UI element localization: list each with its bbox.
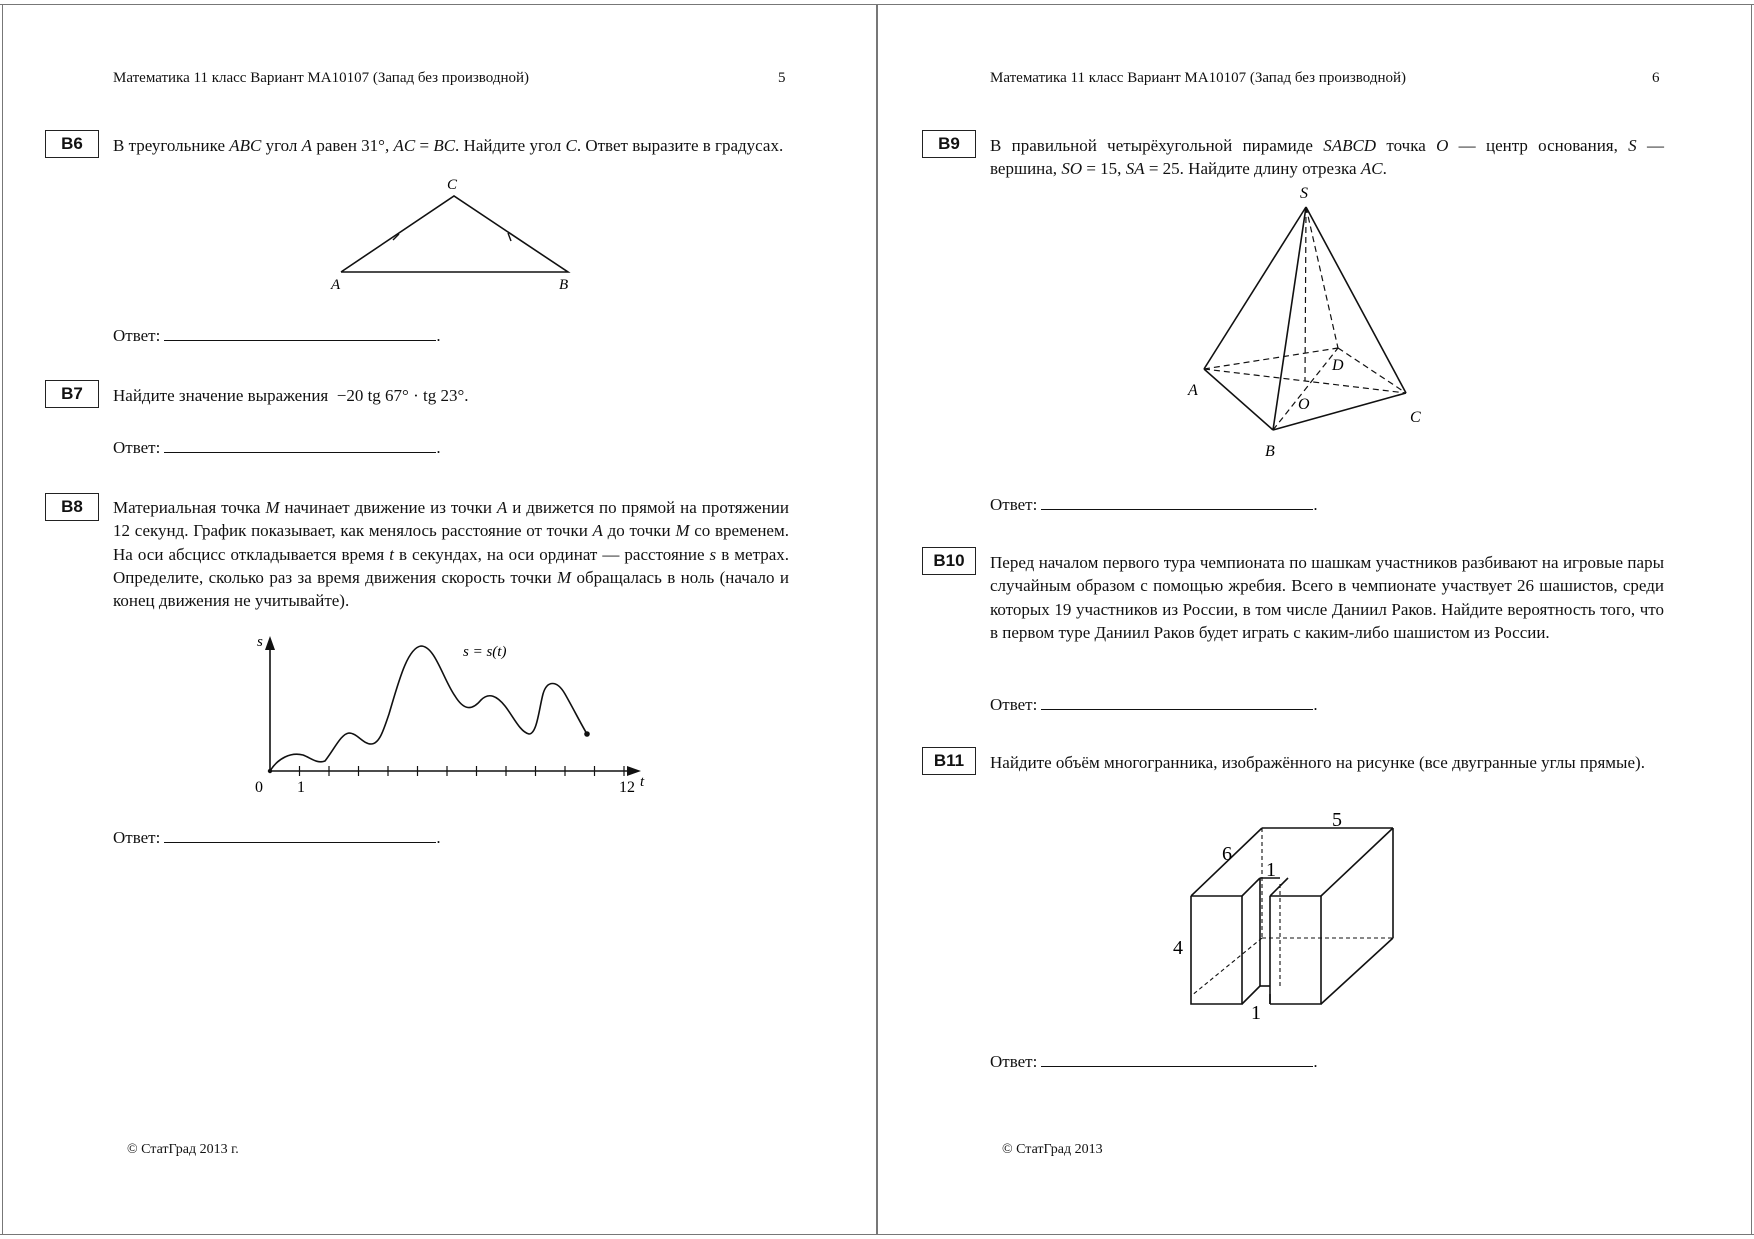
dimension-top-label: 5 [1332,809,1342,831]
answer-line-b11[interactable]: Ответ: . [990,1052,1318,1071]
vertex-b-label: B [1265,443,1275,460]
task-b7-text: Найдите значение выражения −20 tg 67° · tg 23°. [113,386,469,405]
center-o-label: O [1298,396,1310,413]
curve-label: s = s(t) [463,644,507,660]
task-b6-text: В треугольнике ABC угол A равен 31°, AC = BC. Найдите угол C. Ответ выразите в градусах. [113,136,784,155]
expression: −20 tg 67° · tg 23°. [336,386,469,405]
tick-12-label: 12 [619,779,635,796]
exam-page-left [3,6,876,1232]
x-axis-arrow [627,766,641,776]
page-number: 5 [778,70,786,86]
page-footer: © СтатГрад 2013 [1002,1142,1103,1157]
task-b9-text: В правильной четырёхугольной пирамиде SABCD точка O — центр основания, S — вершина, SO = 15, SA = 25. Найдите длину отрезка AC. [990,136,1664,179]
graph-curve [270,646,587,771]
answer-line-b8[interactable]: Ответ: . [113,828,441,847]
answer-line-b7[interactable]: Ответ: . [113,438,441,457]
hidden-edge-depth [1191,938,1262,996]
distance-time-graph [243,634,653,794]
task-b10-text: Перед началом первого тура чемпионата по шашкам участников разбивают на игровые пары случайным образом с помощью жребия. Всего в чемпионате участвует 26 шашистов, среди которых 19 участников из России, в том числе Даниил Раков. Найдите вероятность того, что в первом туре Даниил Раков будет играть с каким-либо шашистом из России. [990,553,1664,642]
answer-line-b10[interactable]: Ответ: . [990,695,1318,714]
edge-ad [1204,348,1338,369]
bottom-right-edge [1321,938,1393,1004]
task-label-b9: B9 [922,130,976,158]
frame-right [1751,4,1752,1235]
edge-sa [1204,207,1306,369]
page-header: Математика 11 класс Вариант МА10107 (Запад без производной) [990,70,1407,86]
vertex-c-label: C [1410,409,1421,426]
edge-sc [1306,207,1406,393]
x-axis-label: t [640,774,645,790]
curve-endpoint [584,731,590,737]
dimension-depth-label: 6 [1222,843,1232,865]
task-b8-text: Материальная точка M начинает движение из точки A и движется по прямой на протяжении 12 секунд. График показывает, как менялось расстояние от точки A до точки M со временем. На оси абсцисс откладывается время t в секундах, на оси ординат — расстояние s в метрах. Определите, сколько раз за время движения скорость точки M обращалась в ноль (начало и конец движения не учитывайте). [113,498,790,611]
task-label-b11: B11 [922,747,976,775]
y-axis-arrow [265,636,275,650]
notch-top-label: 1 [1266,859,1276,881]
edge-ab [1204,369,1273,430]
front-right-face [1270,896,1321,1004]
y-axis-label: s [257,634,263,650]
task-b11-text: Найдите объём многогранника, изображённого на рисунке (все двугранные углы прямые). [990,753,1645,772]
task-label-b6: B6 [45,130,99,158]
curve-startpoint [268,769,272,773]
vertex-d-label: D [1332,357,1344,374]
dimension-height-label: 4 [1173,937,1183,959]
page-header: Математика 11 класс Вариант МА10107 (Запад без производной) [113,70,530,86]
pyramid-figure [1178,176,1438,476]
vertex-a-label: A [331,277,341,293]
top-right-edge [1321,828,1393,896]
edge-bc [1273,393,1406,430]
vertex-b-label: B [559,277,569,293]
answer-line-b9[interactable]: Ответ: . [990,495,1318,514]
page-number: 6 [1652,70,1660,86]
vertex-a-label: A [1188,382,1198,399]
front-left-face [1191,896,1242,1004]
tick-1-label: 1 [297,779,305,796]
answer-line-b6[interactable]: Ответ: . [113,326,441,345]
page-footer: © СтатГрад 2013 г. [127,1142,239,1157]
vertex-s-label: S [1300,185,1308,202]
task-label-b10: B10 [922,547,976,575]
origin-label: 0 [255,779,263,796]
edge-sd [1306,207,1338,348]
task-label-b8: B8 [45,493,99,521]
task-label-b7: B7 [45,380,99,408]
notch-bottom-label: 1 [1251,1002,1261,1024]
vertex-c-label: C [447,177,458,193]
polyhedron-figure [1173,806,1436,1024]
exam-page-right [878,6,1750,1232]
triangle-figure [323,176,593,296]
height-so [1305,207,1306,381]
